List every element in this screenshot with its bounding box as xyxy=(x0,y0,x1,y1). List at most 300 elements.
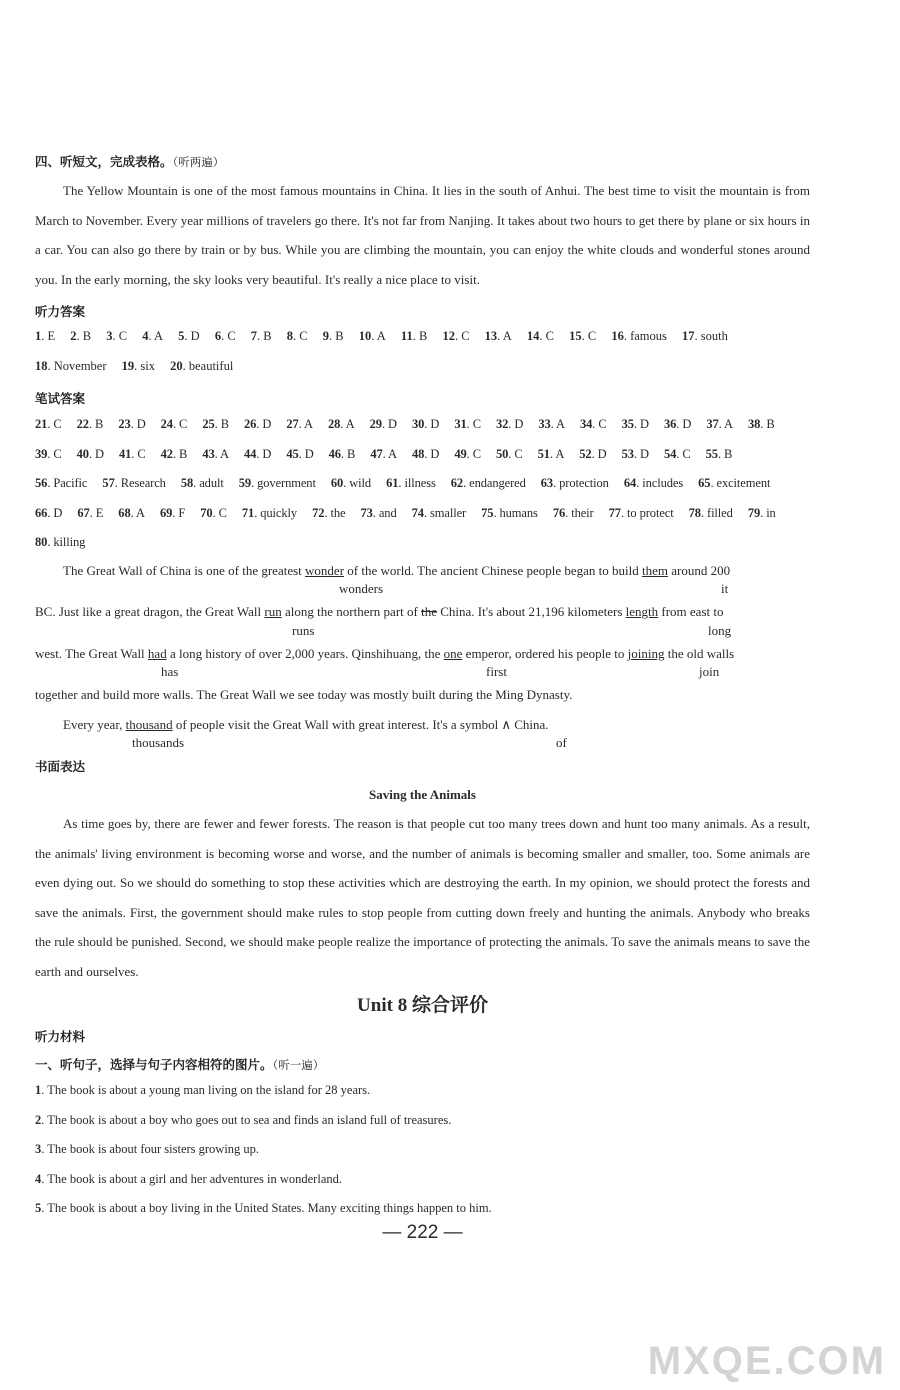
answer-number: 53 xyxy=(621,446,634,461)
answer-number: 55 xyxy=(705,446,718,461)
answer-number: 18 xyxy=(35,358,48,373)
answer-number: 29 xyxy=(369,417,382,431)
answer-value: to protect xyxy=(627,505,674,520)
correction-line-3 xyxy=(35,646,734,662)
answer-item: 6. C xyxy=(214,329,236,343)
answer-item: 12. C xyxy=(442,329,470,343)
answer-value: D xyxy=(597,446,607,461)
sentence-number: 5 xyxy=(35,1201,42,1215)
answer-value: B xyxy=(724,446,733,461)
answer-item: 65. excitement xyxy=(698,476,771,490)
answer-number: 28 xyxy=(327,417,341,431)
insert-caret: ∧ xyxy=(501,717,511,732)
page-number: — 222 — xyxy=(382,1222,463,1243)
answer-item: 14. C xyxy=(526,329,554,343)
answer-number: 76 xyxy=(552,505,566,520)
answer-item: 29. D xyxy=(369,417,397,431)
listening-sentence: 5. The book is about a boy living in the United States. Many exciting things happen to him. xyxy=(35,1201,492,1215)
answer-value: C xyxy=(137,446,146,461)
answer-item: 35. D xyxy=(621,417,649,431)
answer-number: 33 xyxy=(538,417,551,431)
answer-value: C xyxy=(179,417,188,431)
answer-value: C xyxy=(472,446,481,461)
answer-value: A xyxy=(502,329,512,343)
answer-value: D xyxy=(682,417,692,431)
correction-fix: runs xyxy=(292,623,315,638)
text: a long history of over 2,000 years. Qinshihuang, the xyxy=(166,646,444,661)
answer-item: 52. D xyxy=(579,446,607,461)
answer-item: 72. the xyxy=(312,505,346,520)
answer-value: B xyxy=(263,329,272,343)
answer-value: the xyxy=(330,505,346,520)
unit8-section1-heading xyxy=(35,1055,324,1073)
answer-value: smaller xyxy=(430,505,467,520)
answer-item: 13. A xyxy=(484,329,512,343)
answer-number: 77 xyxy=(608,505,621,520)
answer-item: 28. A xyxy=(327,417,355,431)
answer-number: 51 xyxy=(537,446,550,461)
answer-number: 21 xyxy=(35,417,48,431)
answer-value: B xyxy=(766,417,775,431)
writing-title: Saving the Animals xyxy=(369,787,476,802)
answer-value: A xyxy=(135,505,145,520)
answer-number: 57 xyxy=(102,476,115,490)
answer-item: 43. A xyxy=(202,446,229,461)
answer-item: 73. and xyxy=(360,505,397,520)
answer-item: 30. D xyxy=(411,417,440,431)
answer-number: 27 xyxy=(286,417,299,431)
answer-number: 61 xyxy=(386,476,399,490)
answer-item: 80. killing xyxy=(35,535,86,549)
answer-item: 32. D xyxy=(495,417,524,431)
answer-value: D xyxy=(136,417,146,431)
answer-number: 48 xyxy=(411,446,425,461)
answer-number: 64 xyxy=(623,476,637,490)
answer-value: D xyxy=(430,417,440,431)
answer-value: D xyxy=(304,446,314,461)
section4-heading xyxy=(35,152,224,170)
answer-item: 75. humans xyxy=(481,505,538,520)
answer-number: 74 xyxy=(411,505,424,520)
listening-sentence: 3. The book is about four sisters growing up. xyxy=(35,1142,260,1156)
answer-number: 13 xyxy=(484,329,498,343)
answer-number: 38 xyxy=(747,417,761,431)
unit8-section1-heading-text: 一、听句子，选择与句子内容相符的图片。 xyxy=(35,1057,273,1072)
answer-value: B xyxy=(335,329,344,343)
error-word: had xyxy=(147,646,167,661)
answer-value: C xyxy=(227,329,236,343)
answer-value: includes xyxy=(642,476,684,490)
answer-value: A xyxy=(345,417,355,431)
answer-item: 45. D xyxy=(286,446,314,461)
answer-value: C xyxy=(682,446,691,461)
answer-number: 37 xyxy=(706,417,719,431)
answer-number: 20 xyxy=(170,358,183,373)
answer-number: 40 xyxy=(76,446,89,461)
answer-item: 25. B xyxy=(202,417,229,431)
answer-value: C xyxy=(218,505,227,520)
answer-value: B xyxy=(95,417,104,431)
answer-item: 9. B xyxy=(322,329,344,343)
answer-item: 1. E xyxy=(35,329,56,343)
listening-sentence: 2. The book is about a boy who goes out to sea and finds an island full of treasures. xyxy=(35,1112,452,1127)
unit8-section1-note: （听一遍） xyxy=(272,1058,325,1072)
answer-number: 41 xyxy=(119,446,132,461)
correction-line-2 xyxy=(35,604,723,620)
section4-passage xyxy=(35,176,810,294)
answer-item: 11. B xyxy=(400,329,428,343)
answer-number: 35 xyxy=(621,417,634,431)
answer-number: 62 xyxy=(450,476,464,490)
answer-item: 79. in xyxy=(747,505,776,520)
answer-value: B xyxy=(82,329,92,343)
answer-item: 74. smaller xyxy=(411,505,467,520)
answer-item: 51. A xyxy=(537,446,565,461)
answer-item: 68. A xyxy=(118,505,145,520)
correction-fix: first xyxy=(486,664,507,679)
answer-value: and xyxy=(378,505,397,520)
answer-number: 59 xyxy=(238,476,252,490)
answer-number: 26 xyxy=(243,417,257,431)
sentence-text: The book is about a girl and her adventures in wonderland. xyxy=(47,1171,342,1186)
answer-item: 20. beautiful xyxy=(170,358,234,373)
section4-note: （听两遍） xyxy=(172,155,225,169)
answer-item: 19. six xyxy=(121,358,155,373)
sentence-number: 2 xyxy=(35,1112,42,1127)
text: BC. Just like a great dragon, the Great Wall xyxy=(35,604,265,619)
writing-heading: 书面表达 xyxy=(35,759,86,774)
answer-number: 1 xyxy=(35,329,42,343)
answer-number: 31 xyxy=(454,417,467,431)
answer-value: D xyxy=(95,446,104,461)
text: China. It's about 21,196 kilometers xyxy=(436,604,626,619)
answer-item: 64. includes xyxy=(623,476,684,490)
answer-number: 45 xyxy=(286,446,299,461)
text: around 200 xyxy=(668,563,731,578)
answer-value: Pacific xyxy=(53,476,88,490)
correction-fix: wonders xyxy=(339,581,384,596)
answer-value: D xyxy=(430,446,440,461)
answer-item: 16. famous xyxy=(611,329,667,343)
answer-value: C xyxy=(53,446,62,461)
section4-heading-text: 四、听短文，完成表格。 xyxy=(35,154,173,169)
answer-item: 34. C xyxy=(579,417,607,431)
answer-value: A xyxy=(154,329,164,343)
answer-item: 61. illness xyxy=(386,476,436,490)
correction-fix: of xyxy=(556,735,567,750)
correction-fix: long xyxy=(708,623,732,638)
answer-value: D xyxy=(640,446,649,461)
answer-value: A xyxy=(220,446,229,461)
correction-fix: it xyxy=(721,581,729,596)
answer-number: 78 xyxy=(688,505,701,520)
answer-value: excitement xyxy=(716,476,771,490)
answer-item: 58. adult xyxy=(180,476,224,490)
answer-value: A xyxy=(376,329,386,343)
answer-number: 23 xyxy=(118,417,131,431)
listening-answers-list xyxy=(35,322,810,381)
answer-number: 73 xyxy=(360,505,373,520)
answer-number: 24 xyxy=(160,417,173,431)
answer-number: 30 xyxy=(411,417,425,431)
answer-value: A xyxy=(304,417,313,431)
answer-value: C xyxy=(118,329,128,343)
answer-item: 46. B xyxy=(328,446,356,461)
answer-number: 12 xyxy=(442,329,455,343)
answer-value: C xyxy=(514,446,523,461)
answer-number: 36 xyxy=(663,417,677,431)
answer-value: C xyxy=(53,417,62,431)
unit8-title: Unit 8 综合评价 xyxy=(357,995,488,1016)
answer-value: south xyxy=(700,329,728,343)
answer-item: 26. D xyxy=(243,417,272,431)
answer-item: 71. quickly xyxy=(241,505,298,520)
answer-number: 39 xyxy=(35,446,48,461)
answer-value: B xyxy=(179,446,188,461)
watermark: MXQE.COM xyxy=(647,1339,886,1383)
answer-number: 9 xyxy=(322,329,329,343)
answer-number: 11 xyxy=(400,329,413,343)
answer-item: 5. D xyxy=(178,329,200,343)
answer-item: 54. C xyxy=(663,446,691,461)
answer-number: 32 xyxy=(495,417,509,431)
answer-value: D xyxy=(514,417,524,431)
written-answers-list xyxy=(35,410,810,558)
writing-text: As time goes by, there are fewer and fewer forests. The reason is that people cut too many trees down and hunt too many animals. As a result, the animals' living environment is becoming worse and worse, and the number of animals is becoming smaller and smaller, too. Some animals are even dying out. So we should do something to stop these activities which are destroying the earth. In my opinion, we should protect the forests and save the animals. First, the government should make rules to stop people from cutting down freely and hunting the animals. Anybody who breaks the rule should be punished. Second, we should make people realize the importance of protecting the animals. To save the animals means to save the earth and ourselves. xyxy=(35,816,810,979)
answer-value: killing xyxy=(53,535,86,549)
answer-value: adult xyxy=(199,476,224,490)
answer-value: government xyxy=(257,476,316,490)
answer-number: 50 xyxy=(495,446,509,461)
answer-item: 50. C xyxy=(495,446,523,461)
answer-number: 69 xyxy=(159,505,173,520)
answer-item: 55. B xyxy=(705,446,733,461)
answer-value: C xyxy=(598,417,607,431)
answer-item: 78. filled xyxy=(688,505,733,520)
text: along the northern part of xyxy=(281,604,422,619)
error-word: one xyxy=(443,646,463,661)
unit8-materials-heading: 听力材料 xyxy=(35,1029,86,1044)
answer-number: 70 xyxy=(200,505,213,520)
answer-item: 33. A xyxy=(538,417,565,431)
answer-number: 52 xyxy=(579,446,592,461)
error-word: them xyxy=(642,563,668,578)
answer-item: 4. A xyxy=(142,329,164,343)
answer-value: illness xyxy=(404,476,436,490)
answer-value: endangered xyxy=(469,476,526,490)
text: The Great Wall of China is one of the greatest xyxy=(63,563,306,578)
answer-item: 56. Pacific xyxy=(35,476,88,490)
answer-value: B xyxy=(220,417,229,431)
answer-item: 44. D xyxy=(243,446,272,461)
answer-value: F xyxy=(178,505,186,520)
answer-value: D xyxy=(388,417,397,431)
correction-line-4: together and build more walls. The Great Wall we see today was mostly built during the Ming Dynasty. xyxy=(35,687,573,702)
answer-value: A xyxy=(388,446,397,461)
answer-value: quickly xyxy=(260,505,298,520)
answer-item: 77. to protect xyxy=(608,505,674,520)
answer-number: 34 xyxy=(579,417,593,431)
answer-number: 67 xyxy=(77,505,90,520)
writing-passage xyxy=(35,809,810,986)
answer-item: 31. C xyxy=(454,417,481,431)
answer-number: 15 xyxy=(569,329,582,343)
written-answers-heading: 笔试答案 xyxy=(35,391,86,406)
answer-item: 62. endangered xyxy=(450,476,526,490)
sentence-text: The book is about four sisters growing up. xyxy=(47,1142,260,1156)
listening-answers-heading: 听力答案 xyxy=(35,304,86,319)
answer-number: 47 xyxy=(370,446,383,461)
sentence-text: The book is about a boy who goes out to sea and finds an island full of treasures. xyxy=(47,1112,452,1127)
sentence-text: The book is about a young man living on the island for 28 years. xyxy=(47,1083,371,1097)
answer-item: 22. B xyxy=(76,417,104,431)
answer-number: 42 xyxy=(160,446,173,461)
answer-number: 4 xyxy=(142,329,149,343)
answer-value: D xyxy=(190,329,200,343)
answer-number: 60 xyxy=(330,476,344,490)
answer-item: 53. D xyxy=(621,446,649,461)
answer-value: filled xyxy=(707,505,733,520)
answer-value: E xyxy=(47,329,56,343)
answer-number: 43 xyxy=(202,446,215,461)
correction-fix: thousands xyxy=(132,735,184,750)
answer-item: 15. C xyxy=(569,329,597,343)
answer-number: 3 xyxy=(106,329,113,343)
text: China. xyxy=(510,717,549,732)
answer-item: 2. B xyxy=(70,329,92,343)
sentence-number: 1 xyxy=(35,1083,42,1097)
answer-value: humans xyxy=(499,505,538,520)
answer-value: D xyxy=(262,417,272,431)
answer-value: D xyxy=(262,446,272,461)
answer-number: 68 xyxy=(118,505,131,520)
answer-item: 41. C xyxy=(119,446,146,461)
answer-number: 75 xyxy=(481,505,494,520)
sentence-number: 4 xyxy=(35,1171,42,1186)
answer-value: E xyxy=(95,505,104,520)
answer-value: C xyxy=(587,329,597,343)
answer-number: 58 xyxy=(180,476,194,490)
listening-sentence: 1. The book is about a young man living on the island for 28 years. xyxy=(35,1083,371,1097)
answer-value: C xyxy=(461,329,470,343)
sentence-number: 3 xyxy=(35,1142,42,1156)
deleted-word: the xyxy=(421,604,437,619)
answer-value: famous xyxy=(630,329,667,343)
answer-item: 27. A xyxy=(286,417,313,431)
answer-item: 23. D xyxy=(118,417,146,431)
text: of people visit the Great Wall with great interest. It's a symbol xyxy=(172,717,502,732)
answer-item: 59. government xyxy=(238,476,316,490)
answer-number: 54 xyxy=(663,446,677,461)
answer-value: D xyxy=(53,505,63,520)
answer-item: 24. C xyxy=(160,417,188,431)
answer-number: 71 xyxy=(241,505,255,520)
error-word: length xyxy=(625,604,659,619)
answer-value: six xyxy=(140,358,155,373)
answer-item: 3. C xyxy=(106,329,128,343)
answer-number: 56 xyxy=(35,476,48,490)
answer-item: 70. C xyxy=(200,505,227,520)
answer-item: 42. B xyxy=(160,446,188,461)
answer-number: 65 xyxy=(698,476,711,490)
answer-value: Research xyxy=(120,476,166,490)
answer-number: 72 xyxy=(312,505,325,520)
text: the old walls xyxy=(664,646,735,661)
answer-number: 66 xyxy=(35,505,48,520)
answer-item: 40. D xyxy=(76,446,104,461)
answer-number: 6 xyxy=(214,329,222,343)
answer-number: 5 xyxy=(178,329,185,343)
correction-line-5 xyxy=(63,717,549,733)
answer-item: 36. D xyxy=(663,417,692,431)
answer-number: 46 xyxy=(328,446,341,461)
answer-number: 19 xyxy=(121,358,135,373)
error-word: wonder xyxy=(305,563,345,578)
answer-value: protection xyxy=(559,476,609,490)
answer-number: 7 xyxy=(250,329,258,343)
answer-value: A xyxy=(724,417,733,431)
answer-value: B xyxy=(418,329,428,343)
answer-item: 37. A xyxy=(706,417,733,431)
correction-fix: has xyxy=(161,664,179,679)
listening-sentence: 4. The book is about a girl and her adventures in wonderland. xyxy=(35,1171,342,1186)
text: emperor, ordered his people to xyxy=(462,646,628,661)
answer-number: 8 xyxy=(286,329,294,343)
answer-number: 17 xyxy=(682,329,695,343)
error-word: joining xyxy=(627,646,665,661)
answer-item: 66. D xyxy=(35,505,63,520)
text: west. The Great Wall xyxy=(35,646,148,661)
answer-item: 7. B xyxy=(250,329,272,343)
answer-value: November xyxy=(53,358,107,373)
answer-item: 60. wild xyxy=(330,476,372,490)
answer-item: 57. Research xyxy=(102,476,166,490)
answer-item: 63. protection xyxy=(540,476,609,490)
answer-value: A xyxy=(556,417,565,431)
answer-item: 76. their xyxy=(552,505,594,520)
answer-item: 47. A xyxy=(370,446,397,461)
answer-value: their xyxy=(571,505,594,520)
answer-value: in xyxy=(766,505,776,520)
sentence-text: The book is about a boy living in the United States. Many exciting things happen to him. xyxy=(47,1201,492,1215)
answer-value: B xyxy=(347,446,356,461)
correction-fix: join xyxy=(699,664,720,679)
answer-item: 49. C xyxy=(454,446,481,461)
text: from east to xyxy=(658,604,724,619)
answer-item: 8. C xyxy=(286,329,308,343)
answer-value: A xyxy=(555,446,565,461)
answer-number: 22 xyxy=(76,417,89,431)
answer-item: 38. B xyxy=(747,417,775,431)
error-word: thousand xyxy=(125,717,173,732)
answer-number: 49 xyxy=(454,446,467,461)
answer-value: C xyxy=(472,417,481,431)
answer-number: 63 xyxy=(540,476,554,490)
answer-item: 18. November xyxy=(35,358,107,373)
answer-number: 2 xyxy=(70,329,77,343)
answer-number: 10 xyxy=(358,329,372,343)
answer-value: C xyxy=(299,329,308,343)
text: of the world. The ancient Chinese people began to build xyxy=(344,563,642,578)
answer-value: C xyxy=(545,329,554,343)
answer-number: 16 xyxy=(611,329,624,343)
answer-number: 25 xyxy=(202,417,215,431)
answer-item: 67. E xyxy=(77,505,104,520)
answer-value: wild xyxy=(349,476,372,490)
answer-item: 21. C xyxy=(35,417,62,431)
answer-item: 69. F xyxy=(159,505,186,520)
answer-value: D xyxy=(640,417,649,431)
